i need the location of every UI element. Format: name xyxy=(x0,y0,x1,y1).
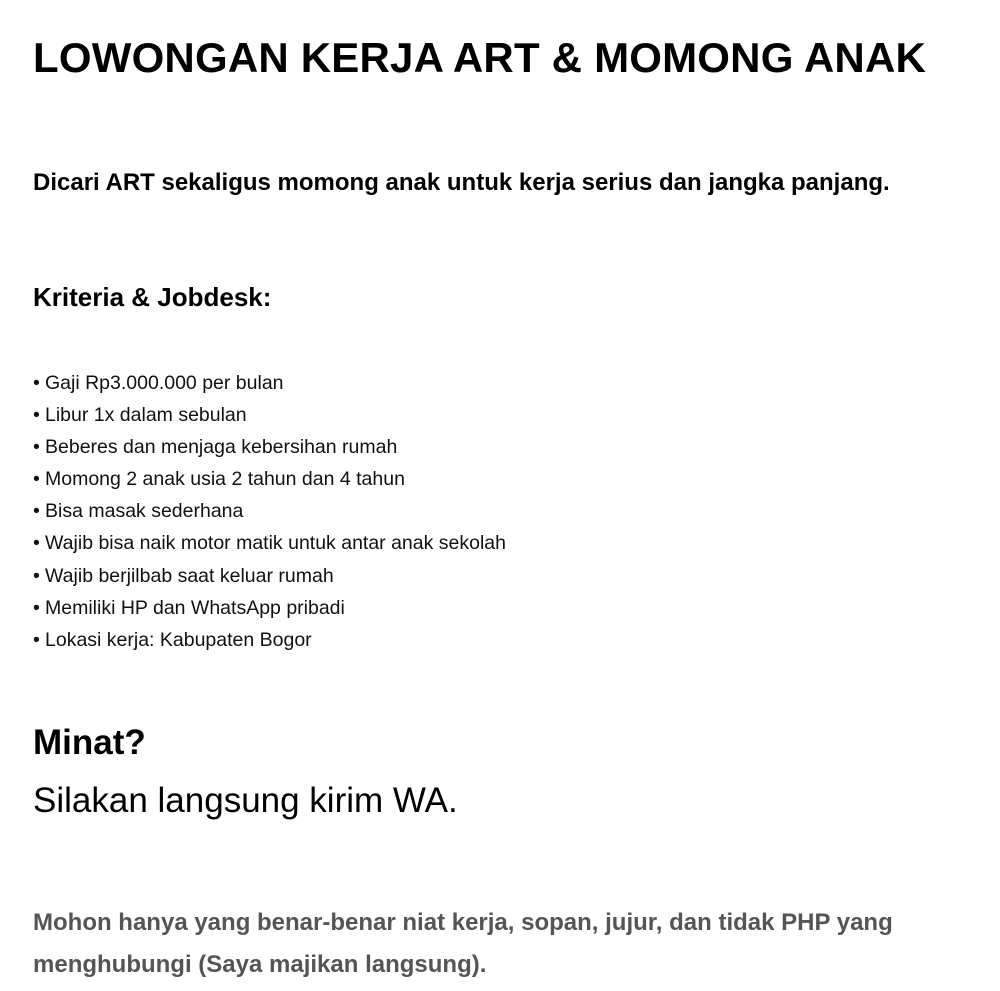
job-posting-page xyxy=(33,0,983,991)
criteria-item-day-off xyxy=(33,399,506,431)
criteria-item-label: Libur 1x dalam sebulan xyxy=(45,404,247,427)
criteria-item-location xyxy=(33,624,506,656)
interest-heading: Minat? xyxy=(33,723,146,762)
bullet-icon: • xyxy=(33,564,40,587)
criteria-item-label: Momong 2 anak usia 2 tahun dan 4 tahun xyxy=(45,468,405,491)
criteria-item-motorbike xyxy=(33,527,506,559)
criteria-item-hijab xyxy=(33,560,506,592)
bullet-icon: • xyxy=(33,436,40,459)
bullet-icon: • xyxy=(33,404,40,427)
bullet-icon: • xyxy=(33,372,40,394)
criteria-item-label: Wajib berjilbab saat keluar rumah xyxy=(45,564,334,587)
closing-note: Mohon hanya yang benar-benar niat kerja, sopan, jujur, dan tidak PHP yang menghubungi (Saya majikan langsung). xyxy=(33,909,893,978)
criteria-item-label: Wajib bisa naik motor matik untuk antar anak sekolah xyxy=(45,532,507,555)
bullet-icon: • xyxy=(33,532,40,555)
criteria-item-label: Lokasi kerja: Kabupaten Bogor xyxy=(45,628,312,651)
criteria-list xyxy=(33,367,506,656)
criteria-item-phone xyxy=(33,592,506,624)
criteria-item-label: Gaji Rp3.000.000 per bulan xyxy=(45,372,284,394)
bullet-icon: • xyxy=(33,468,40,491)
criteria-item-label: Memiliki HP dan WhatsApp pribadi xyxy=(45,596,345,619)
bullet-icon: • xyxy=(33,596,40,619)
criteria-item-label: Bisa masak sederhana xyxy=(45,500,244,523)
bullet-icon: • xyxy=(33,500,40,523)
posting-subtitle: Dicari ART sekaligus momong anak untuk kerja serius dan jangka panjang. xyxy=(33,169,890,196)
page-title: LOWONGAN KERJA ART & MOMONG ANAK xyxy=(33,34,927,81)
criteria-item-housekeeping xyxy=(33,431,506,463)
criteria-item-cooking xyxy=(33,495,506,527)
criteria-item-salary xyxy=(33,367,506,399)
bullet-icon: • xyxy=(33,628,40,651)
interest-text: Silakan langsung kirim WA. xyxy=(33,781,458,820)
criteria-item-label: Beberes dan menjaga kebersihan rumah xyxy=(45,436,398,459)
criteria-heading: Kriteria & Jobdesk: xyxy=(33,282,272,312)
criteria-item-childcare xyxy=(33,463,506,495)
